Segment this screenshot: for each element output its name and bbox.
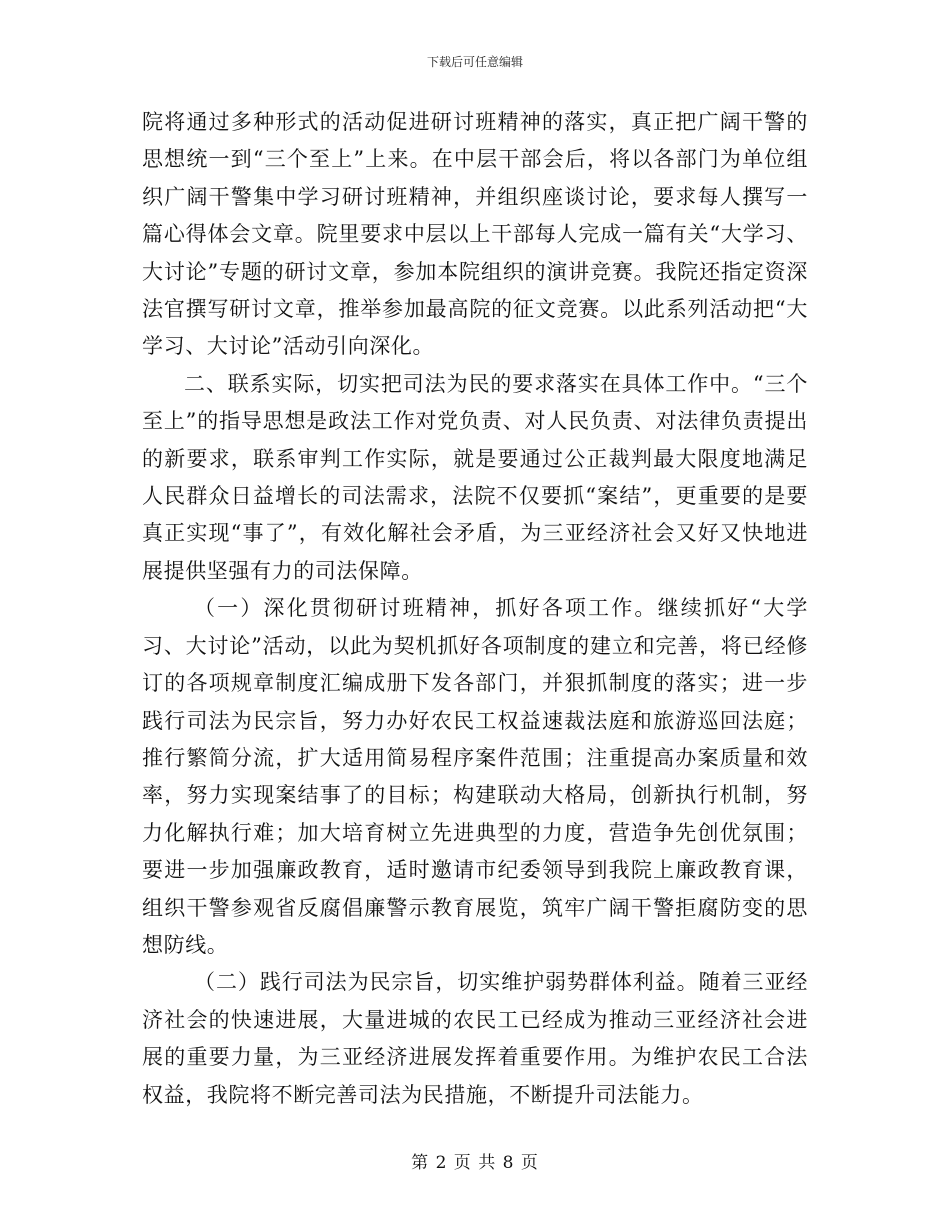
page-header: 下载后可任意编辑 bbox=[426, 55, 523, 69]
page-number: 第 2 页 共 8 页 bbox=[411, 1153, 539, 1173]
document-body bbox=[142, 104, 808, 1114]
paragraph-subsection-two: （二）践行司法为民宗旨，切实维护弱势群体利益。随着三亚经济社会的快速进展，大量进城的农民工已经成为推动三亚经济社会进展的重要力量，为三亚经济进展发挥着重要作用。为维护农民工合法权益，我院将不断完善司法为民措施，不断提升司法能力。 bbox=[142, 970, 808, 1107]
paragraph-continuation: 院将通过多种形式的活动促进研讨班精神的落实，真正把广阔干警的思想统一到“三个至上”上来。在中层干部会后，将以各部门为单位组织广阔干警集中学习研讨班精神，并组织座谈讨论，要求每人撰写一篇心得体会文章。院里要求中层以上干部每人完成一篇有关“大学习、大讨论”专题的研讨文章，参加本院组织的演讲竞赛。我院还指定资深法官撰写研讨文章，推举参加最高院的征文竞赛。以此系列活动把“大学习、大讨论”活动引向深化。 bbox=[142, 110, 808, 359]
paragraph-section-two: 二、联系实际，切实把司法为民的要求落实在具体工作中。“三个至上”的指导思想是政法工作对党负责、对人民负责、对法律负责提出的新要求，联系审判工作实际，就是要通过公正裁判最大限度地满足人民群众日益增长的司法需求，法院不仅要抓“案结”，更重要的是要真正实现“事了”，有效化解社会矛盾，为三亚经济社会又好又快地进展提供坚强有力的司法保障。 bbox=[142, 371, 808, 583]
paragraph-subsection-one: （一）深化贯彻研讨班精神，抓好各项工作。继续抓好“大学习、大讨论”活动，以此为契机抓好各项制度的建立和完善，将已经修订的各项规章制度汇编成册下发各部门，并狠抓制度的落实；进一步践行司法为民宗旨，努力办好农民工权益速裁法庭和旅游巡回法庭；推行繁简分流，扩大适用简易程序案件范围；注重提高办案质量和效率，努力实现案结事了的目标；构建联动大格局，创新执行机制，努力化解执行难；加大培育树立先进典型的力度，营造争先创优氛围；要进一步加强廉政教育，适时邀请市纪委领导到我院上廉政教育课，组织干警参观省反腐倡廉警示教育展览，筑牢广阔干警拒腐防变的思想防线。 bbox=[142, 596, 808, 957]
